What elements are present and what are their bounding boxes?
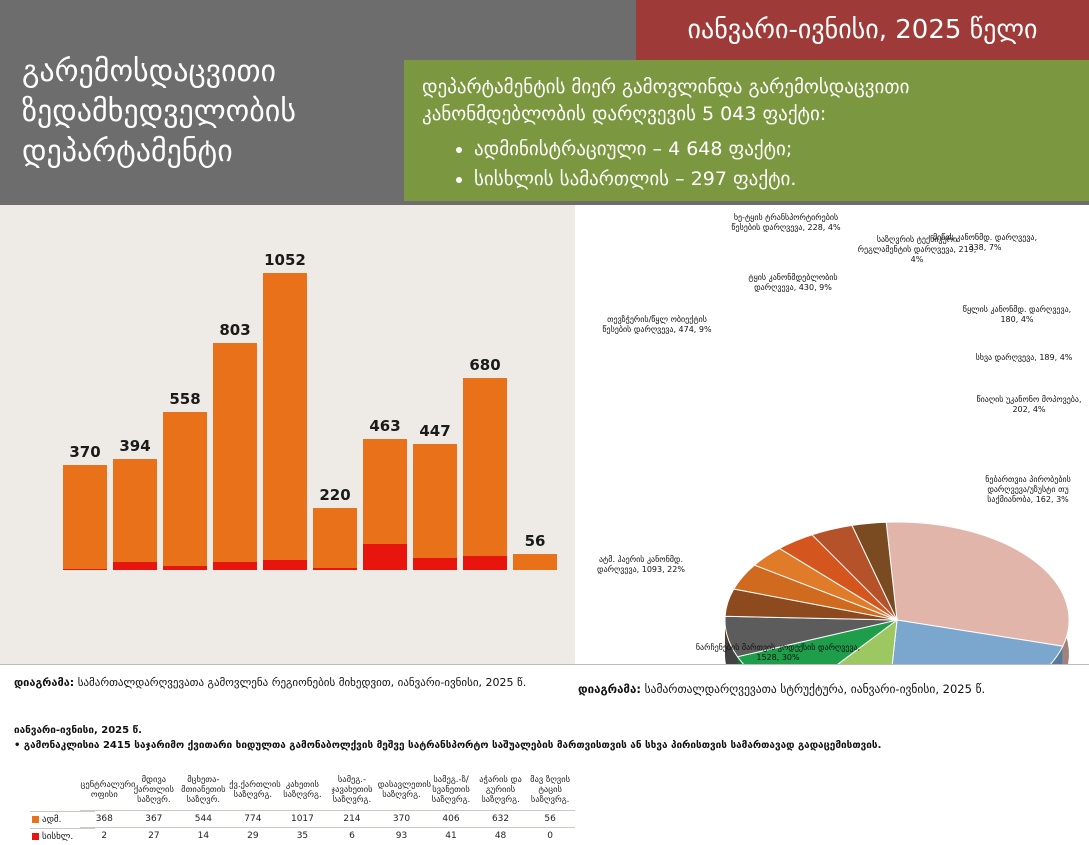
bar-column	[510, 225, 560, 570]
right-chart-caption	[578, 682, 1083, 697]
pie-slice-label: სხვა დარღვევა, 189, 4%	[975, 353, 1073, 362]
bar-segment-criminal	[63, 569, 107, 570]
bar-column	[360, 225, 410, 570]
bar-series-container	[60, 225, 560, 570]
cell-crim-5: 6	[327, 828, 377, 845]
bar-value-label: 1052	[264, 251, 306, 269]
cell-crim-7: 41	[426, 828, 476, 845]
bar-stack	[213, 343, 257, 570]
bar-data-table	[30, 770, 575, 844]
bar-segment-criminal	[313, 568, 357, 570]
pie-chart-panel	[575, 205, 1089, 665]
bar-stack	[463, 378, 507, 570]
header-banner	[0, 0, 1089, 205]
table-corner-cell	[30, 770, 95, 810]
bar-stack	[413, 444, 457, 570]
department-title: გარემოსდაცვითი ზედამხედველობის დეპარტამენტი	[22, 54, 296, 169]
bar-stack	[313, 508, 357, 570]
bar-segment-criminal	[463, 556, 507, 570]
bar-segment-admin	[163, 412, 207, 566]
col-header-0: ცენტრალური ოფისი	[80, 780, 136, 800]
legend-criminal-label: სისხლ.	[42, 831, 74, 842]
cell-crim-9: 0	[525, 828, 575, 845]
period-badge-label: იანვარი-ივნისი, 2025 წელი	[687, 15, 1038, 45]
summary-bullet-criminal: • სისხლის სამართლის – 297 ფაქტი.	[474, 164, 1071, 194]
cell-crim-0: 2	[80, 828, 130, 845]
pie-slice-label: ნარჩენების მართვის კოდექსის დარღვევა, 1528, 30%	[695, 643, 861, 662]
pie-slice-label: ატმ. ჰაერის კანონმდ. დარღვევა, 1093, 22%	[597, 555, 685, 574]
cell-crim-1: 27	[129, 828, 179, 845]
bar-segment-admin	[63, 465, 107, 569]
cell-admin-7: 406	[426, 811, 476, 828]
cell-admin-1: 367	[129, 811, 179, 828]
pie-slice-label: წიაღის უკანონო მოპოვება, 202, 4%	[976, 395, 1082, 414]
bar-segment-admin	[463, 378, 507, 556]
footer-line-2: • გამონაკლისია 2415 საჯარიმო ქვითარი ხიდულთა გამონაბოლქვის მეშვე სატრანსპორტო საშუალების მართვისთვის ან სხვა პირისთვის სამართავად გადაცემისთვის.	[14, 740, 882, 751]
pie-slice-label: საზღვრის ტექნიკური რეგლამენტის დარღვევა, 219, 4%	[857, 235, 977, 264]
col-header-2: მცხეთა-მთიანეთის საზღვრ.	[181, 775, 226, 805]
cell-crim-6: 93	[377, 828, 427, 845]
bar-column	[310, 225, 360, 570]
col-header-9: მავ ზღვის ტაცის საზღვრგ.	[530, 775, 571, 805]
pie-slice-label: ხე-ტყის ტრანსპორტირების წესების დარღვევა, 228, 4%	[731, 213, 841, 232]
right-caption-label: დიაგრამა:	[578, 682, 641, 696]
bar-value-label: 803	[219, 321, 251, 339]
legend-admin-label: ადმ.	[42, 814, 62, 825]
summary-bullet-admin: • ადმინისტრაციული – 4 648 ფაქტი;	[474, 134, 1071, 164]
bar-segment-criminal	[413, 558, 457, 570]
bar-segment-criminal	[113, 562, 157, 570]
bar-value-label: 463	[369, 417, 401, 435]
bar-segment-admin	[263, 273, 307, 560]
right-caption-text: სამართალდარღვევათა სტრუქტურა, იანვარი-ივნისი, 2025 წ.	[644, 682, 986, 696]
bar-segment-admin	[313, 508, 357, 568]
cell-crim-8: 48	[476, 828, 526, 845]
summary-bullet-list	[422, 134, 1071, 194]
bar-column	[410, 225, 460, 570]
col-header-7: სამეგ.-ზ/სვანეთის საზღვრგ.	[431, 775, 471, 805]
col-header-4: კახეთის საზღვრგ.	[283, 780, 322, 800]
bar-segment-admin	[213, 343, 257, 562]
bar-segment-criminal	[163, 566, 207, 570]
bar-stack	[63, 465, 107, 570]
bar-column	[110, 225, 160, 570]
bar-value-label: 370	[69, 443, 101, 461]
cell-admin-2: 544	[179, 811, 229, 828]
footer-line-1: იანვარი-ივნისი, 2025 წ.	[14, 725, 142, 736]
bar-segment-criminal	[263, 560, 307, 570]
legend-criminal	[30, 828, 95, 845]
bar-value-label: 558	[169, 390, 201, 408]
pie-slice-label: ტყის კანონმდებლობის დარღვევა, 430, 9%	[748, 273, 838, 292]
bar-stack	[113, 459, 157, 570]
pie-slice-label: წყლის კანონმდ. დარღვევა, 180, 4%	[962, 305, 1072, 324]
bar-value-label: 680	[469, 356, 501, 374]
col-header-3: ქვ.ქართლის საზღვრგ.	[229, 780, 281, 800]
section-divider	[0, 664, 1089, 665]
bar-value-label: 56	[524, 532, 546, 550]
bar-value-label: 394	[119, 437, 151, 455]
bar-segment-admin	[513, 554, 557, 570]
summary-panel	[404, 60, 1089, 201]
bar-value-label: 220	[319, 486, 351, 504]
bar-stack	[513, 554, 557, 570]
col-header-5: სამეგ.-ჯავახეთის საზღვრგ.	[331, 775, 373, 805]
bar-column	[210, 225, 260, 570]
left-caption-label: დიაგრამა:	[14, 676, 75, 689]
cell-admin-6: 370	[377, 811, 427, 828]
table-row-header	[30, 770, 575, 811]
bar-column	[460, 225, 510, 570]
cell-admin-8: 632	[476, 811, 526, 828]
cell-crim-4: 35	[278, 828, 328, 845]
bar-stack	[363, 439, 407, 570]
cell-crim-3: 29	[228, 828, 278, 845]
cell-admin-9: 56	[525, 811, 575, 828]
bar-plot	[60, 225, 560, 570]
bar-segment-criminal	[213, 562, 257, 570]
bar-column	[260, 225, 310, 570]
bar-segment-admin	[363, 439, 407, 544]
bar-segment-admin	[413, 444, 457, 558]
pie-plot	[575, 205, 1089, 665]
cell-admin-0: 368	[80, 811, 130, 828]
cell-admin-5: 214	[327, 811, 377, 828]
cell-crim-2: 14	[179, 828, 229, 845]
cell-admin-3: 774	[228, 811, 278, 828]
cell-admin-4: 1017	[278, 811, 328, 828]
left-caption-text: სამართალდარღვევათა გამოვლენა რეგიონების მიხედვით, იანვარი-ივნისი, 2025 წ.	[77, 676, 527, 689]
bar-value-label: 447	[419, 422, 451, 440]
period-badge	[636, 0, 1089, 60]
legend-admin	[30, 811, 95, 828]
bar-column	[160, 225, 210, 570]
summary-lead: დეპარტამენტის მიერ გამოვლინდა გარემოსდაცვითი კანონმდებლობის დარღვევის 5 043 ფაქტი:	[422, 76, 910, 125]
bar-stack	[163, 412, 207, 570]
bar-column	[60, 225, 110, 570]
left-chart-caption	[14, 675, 559, 690]
footer-note	[14, 723, 1074, 753]
legend-swatch-red	[32, 833, 39, 840]
col-header-8: აჭარის და გურიის საზღვრგ.	[479, 775, 522, 805]
table-row	[30, 811, 575, 828]
bar-segment-admin	[113, 459, 157, 562]
bar-segment-criminal	[363, 544, 407, 570]
pie-slice-label: მიწის კანონმდ. დარღვევა, 338, 7%	[932, 233, 1038, 252]
table-row	[30, 828, 575, 845]
col-header-1: მდივა ქართლის საზღვრ.	[133, 775, 174, 805]
legend-swatch-orange	[32, 816, 39, 823]
col-header-6: დასავლეთის საზღვრგ.	[377, 780, 432, 800]
pie-slice-label: თევზჭერის/წყლ ობიექტის წესების დარღვევა, 474, 9%	[602, 315, 712, 334]
bar-stack	[263, 273, 307, 570]
pie-slice-label: ნებართვია პირობების დარღვევა/უზუსტი თუ საქმიანობა, 162, 3%	[985, 475, 1071, 504]
